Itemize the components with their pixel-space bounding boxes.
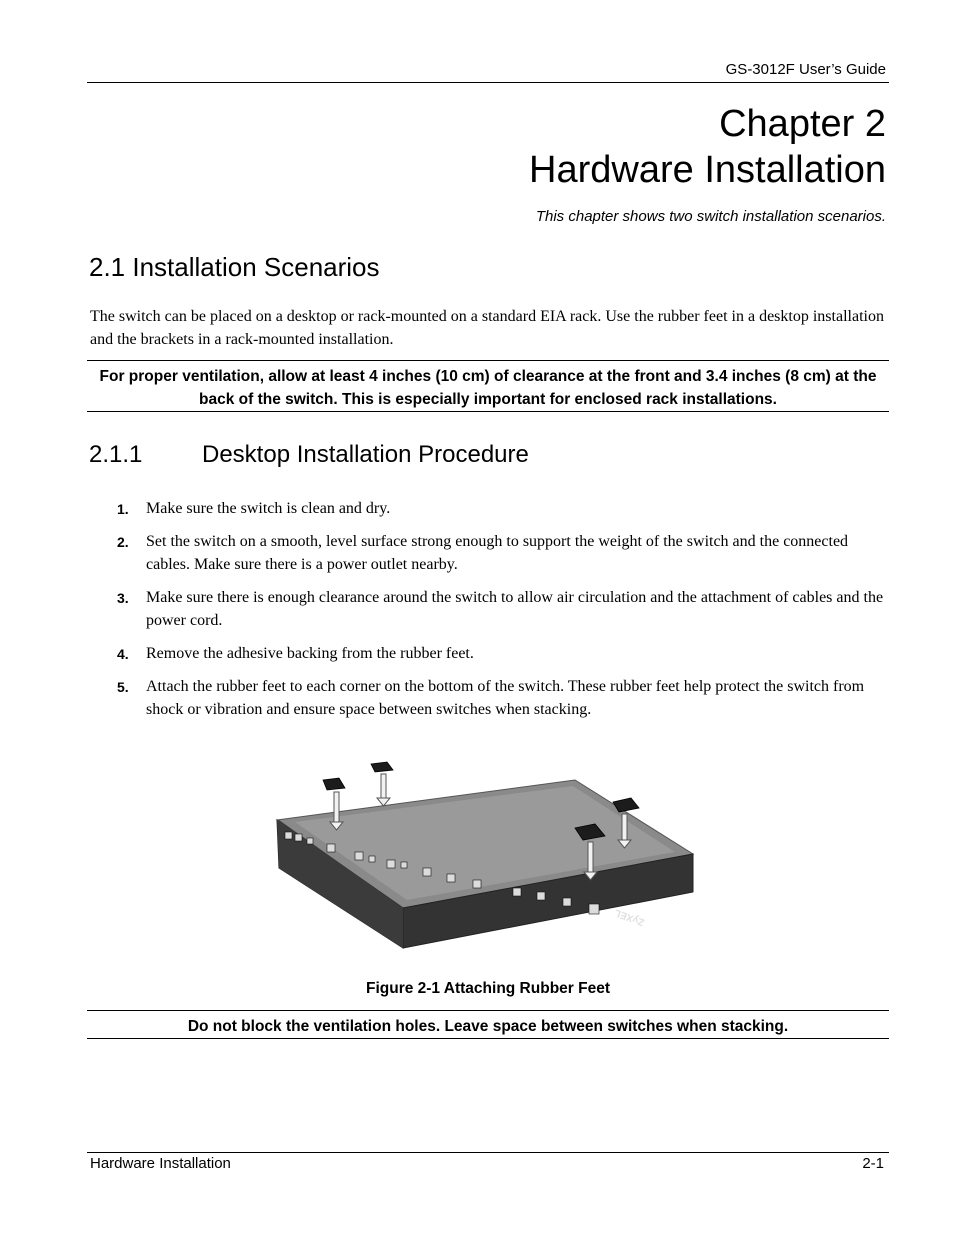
note-bottom-rule xyxy=(87,411,889,412)
step-number: 2. xyxy=(117,534,129,550)
brand-logo-text: ZyXEL xyxy=(613,906,647,928)
header-rule xyxy=(87,82,889,83)
step-text: Attach the rubber feet to each corner on the bottom of the switch. These rubber feet help protect the switch from shock or vibration and ensure space between switches when stacking. xyxy=(146,678,865,718)
step-text: Make sure there is enough clearance around the switch to allow air circulation and the attachment of cables and the power cord. xyxy=(146,589,884,629)
switch-illustration xyxy=(275,758,700,958)
footer-rule xyxy=(87,1152,889,1153)
switch-rubber-feet-figure xyxy=(275,758,700,963)
list-item xyxy=(117,497,887,520)
footer-section-title: Hardware Installation xyxy=(90,1155,231,1172)
step-number: 5. xyxy=(117,679,129,695)
chapter-title: Hardware Installation xyxy=(529,149,886,191)
bottom-note-top-rule xyxy=(87,1010,889,1011)
list-item xyxy=(117,530,887,576)
bottom-note-bottom-rule xyxy=(87,1038,889,1039)
note-top-rule xyxy=(87,360,889,361)
step-text: Remove the adhesive backing from the rubber feet. xyxy=(146,645,474,662)
page-number: 2-1 xyxy=(862,1155,884,1172)
list-item xyxy=(117,642,887,665)
stacking-note: Do not block the ventilation holes. Leave space between switches when stacking. xyxy=(187,1018,789,1035)
header-guide-title: GS-3012F User’s Guide xyxy=(725,61,886,78)
section-heading: 2.1 Installation Scenarios xyxy=(89,252,380,282)
step-text: Set the switch on a smooth, level surface strong enough to support the weight of the switch and the connected cables. Make sure there is a power outlet nearby. xyxy=(146,533,849,573)
chapter-subtitle: This chapter shows two switch installation scenarios. xyxy=(535,208,886,225)
step-number: 4. xyxy=(117,646,129,662)
section-body: The switch can be placed on a desktop or rack-mounted on a standard EIA rack. Use the rubber feet in a desktop installation and the brackets in a rack-mounted installation. xyxy=(90,308,884,348)
subsection-heading xyxy=(89,441,529,469)
step-text: Make sure the switch is clean and dry. xyxy=(146,500,391,517)
subsection-title: Desktop Installation Procedure xyxy=(202,441,529,468)
step-number: 3. xyxy=(117,590,129,606)
ventilation-note: For proper ventilation, allow at least 4 inches (10 cm) of clearance at the front and 3.4 inches (8 cm) at the back of the switch. This is especially important for enclosed rack installations. xyxy=(99,368,877,408)
list-item xyxy=(117,586,887,632)
list-item xyxy=(117,675,887,721)
subsection-number: 2.1.1 xyxy=(89,441,143,468)
figure-caption: Figure 2-1 Attaching Rubber Feet xyxy=(365,980,610,997)
chapter-number: Chapter 2 xyxy=(719,103,886,145)
step-number: 1. xyxy=(117,501,129,517)
